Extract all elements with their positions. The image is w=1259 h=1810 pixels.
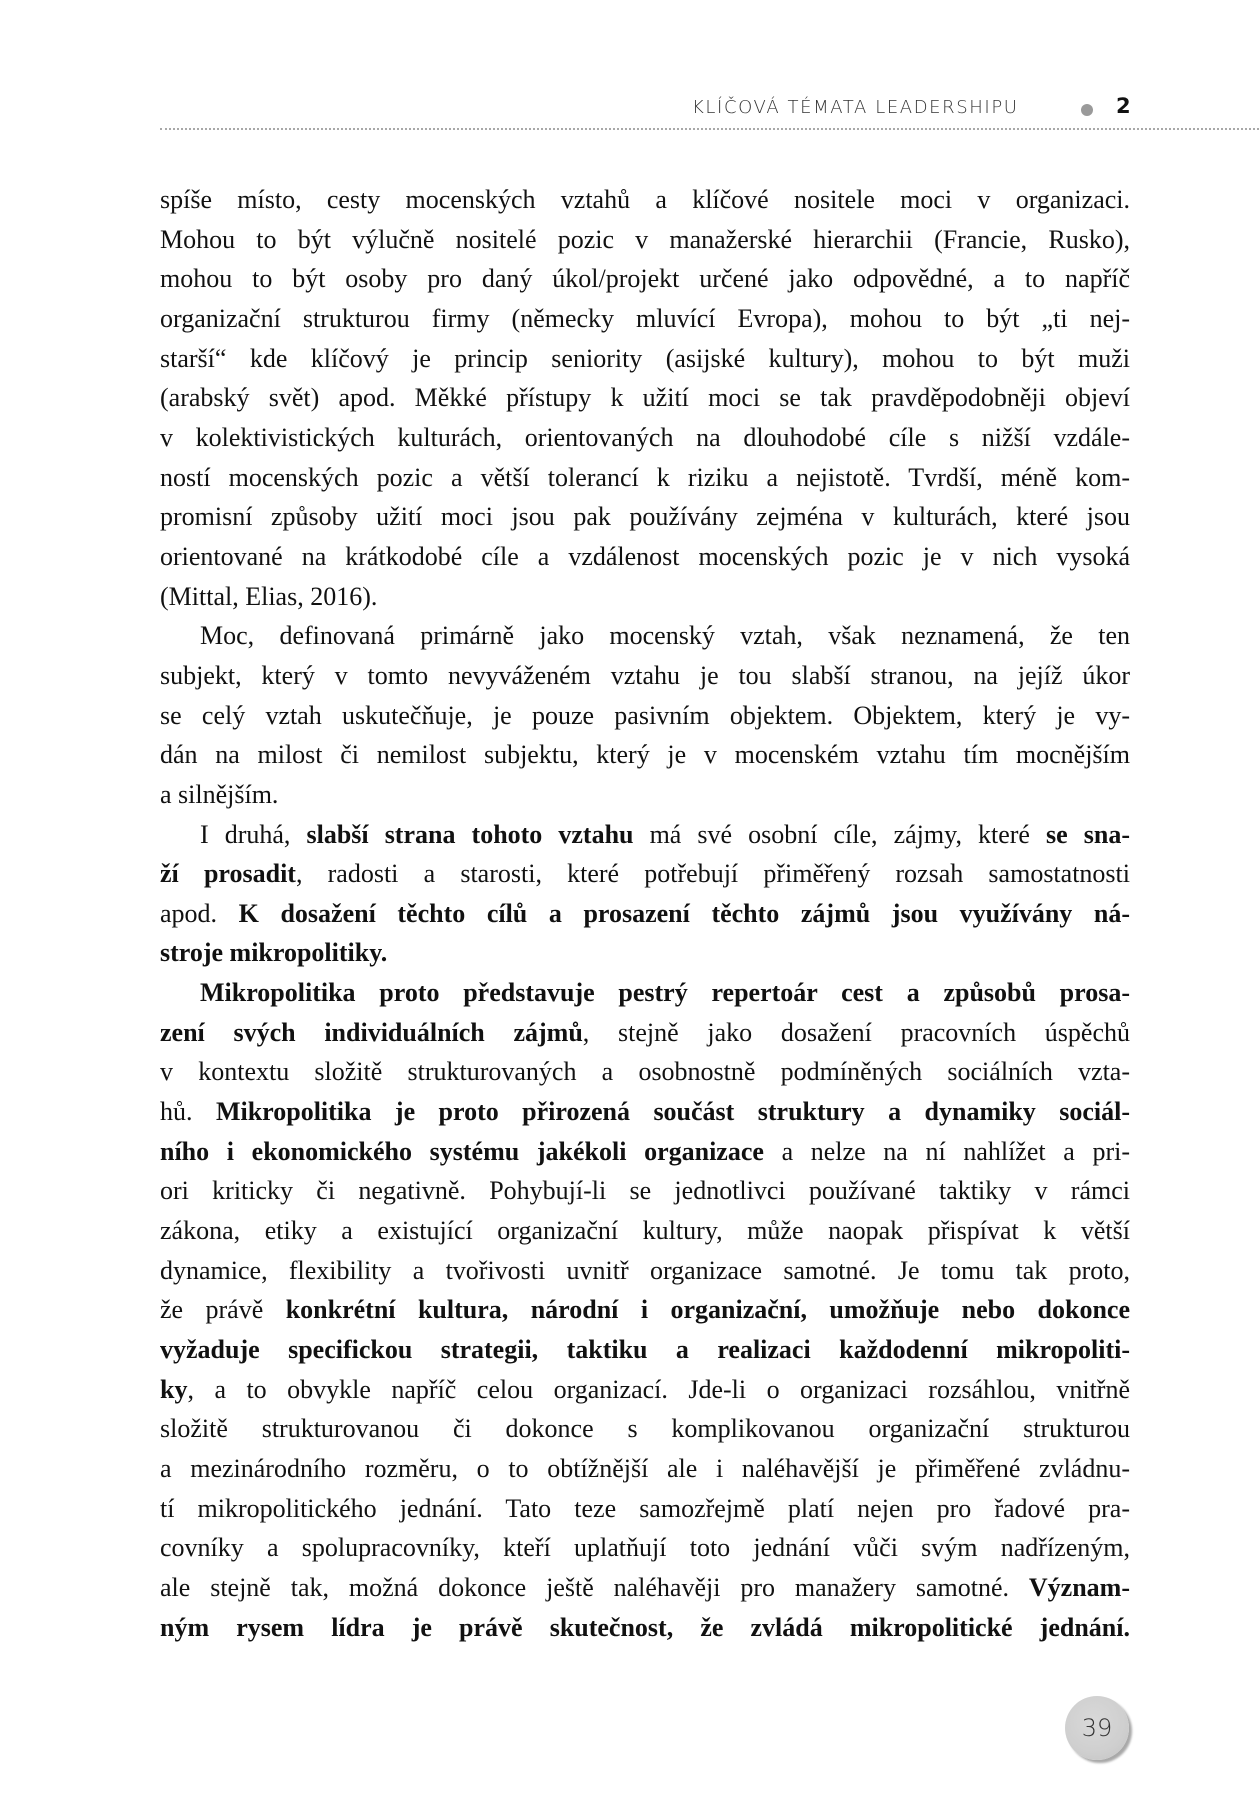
text-line [160, 933, 1130, 973]
text-line [160, 299, 1130, 339]
text-run: , a to obvykle napříč celou organizací. Jde-li o organizaci rozsáhlou, vnitřně [187, 1374, 1130, 1404]
text-line [160, 1370, 1130, 1410]
text-line [160, 1489, 1130, 1529]
text-line [160, 973, 1130, 1013]
text-run: že právě [160, 1295, 286, 1325]
text-run: promisní způsoby užití moci jsou pak používány zejména v kulturách, které jsou [160, 502, 1130, 532]
text-line [160, 894, 1130, 934]
bold-text: zení svých individuálních zájmů [160, 1017, 583, 1047]
text-line [160, 1171, 1130, 1211]
text-line [160, 735, 1130, 775]
bold-text: Mikropolitika proto představuje pestrý repertoár cest a způsobů prosa- [200, 978, 1130, 1008]
running-head-title: KLÍČOVÁ TÉMATA LEADERSHIPU [692, 97, 1019, 118]
bold-text: se sna- [1046, 819, 1130, 849]
text-run: starší“ kde klíčový je princip seniority (asijské kultury), mohou to být muži [160, 343, 1130, 373]
paragraph [160, 973, 1130, 1647]
text-line [160, 577, 1130, 617]
text-line [160, 259, 1130, 299]
text-line [160, 180, 1130, 220]
text-run: ori kriticky či negativně. Pohybují-li se jednotlivci používané taktiky v rámci [160, 1176, 1130, 1206]
text-line [160, 696, 1130, 736]
text-run: a mezinárodního rozměru, o to obtížnější ale i naléhavější je přiměřené zvládnu- [160, 1454, 1130, 1483]
text-run: a silnějším. [160, 779, 279, 809]
text-line [160, 1132, 1130, 1172]
text-line [160, 1528, 1130, 1568]
text-run: se celý vztah uskutečňuje, je pouze pasivním objektem. Objektem, který je vy- [160, 700, 1130, 730]
text-run: mohou to být osoby pro daný úkol/projekt určené jako odpovědné, a to napříč [160, 264, 1130, 294]
bullet-dot-icon [1081, 104, 1093, 116]
text-line [160, 854, 1130, 894]
paragraph [160, 616, 1130, 814]
text-line [160, 458, 1130, 498]
text-line [160, 1211, 1130, 1251]
text-line [160, 1568, 1130, 1608]
text-line [160, 1409, 1130, 1449]
text-run: ale stejně tak, možná dokonce ještě naléhavěji pro manažery samotné. [160, 1572, 1029, 1602]
text-line [160, 537, 1130, 577]
text-run: dynamice, flexibility a tvořivosti uvnitř organizace samotné. Je tomu tak proto, [160, 1255, 1130, 1285]
body-text [160, 180, 1130, 1647]
text-line [160, 1092, 1130, 1132]
text-run: Mohou to být výlučně nositelé pozic v manažerské hierarchii (Francie, Rusko), [160, 224, 1130, 254]
text-run: orientované na krátkodobé cíle a vzdálenost mocenských pozic je v nich vysoká [160, 541, 1130, 571]
text-run: složitě strukturovanou či dokonce s komplikovanou organizační strukturou [160, 1414, 1130, 1444]
bold-text: ního i ekonomického systému jakékoli organizace [160, 1136, 764, 1166]
text-run: dán na milost či nemilost subjektu, který je v mocenském vztahu tím mocnějším [160, 740, 1130, 770]
text-line [160, 1052, 1130, 1092]
text-run: tí mikropolitického jednání. Tato teze samozřejmě platí nejen pro řadové pra- [160, 1493, 1130, 1523]
bold-text: Mikropolitika je proto přirozená součást struktury a dynamiky sociál- [215, 1097, 1131, 1127]
text-line [160, 775, 1130, 815]
text-line [160, 497, 1130, 537]
text-run: (Mittal, Elias, 2016). [160, 581, 378, 611]
text-run: ností mocenských pozic a větší tolerancí k riziku a nejistotě. Tvrdší, méně kom- [160, 462, 1130, 492]
text-run: , stejně jako dosažení pracovních úspěchů [582, 1017, 1130, 1047]
text-run: hů. [160, 1097, 216, 1127]
bold-text: Význam- [1028, 1572, 1130, 1602]
text-run: zákona, etiky a existující organizační kultury, může naopak přispívat k větší [160, 1216, 1130, 1246]
text-line [160, 616, 1130, 656]
dotted-header-rule [160, 128, 1259, 130]
text-run: a nelze na ní nahlížet a pri- [763, 1136, 1130, 1166]
running-head [0, 94, 1259, 124]
text-run: organizační strukturou firmy (německy mluvící Evropa), mohou to být „ti nej- [160, 303, 1130, 333]
text-line [160, 1290, 1130, 1330]
bold-text: ky [160, 1374, 188, 1404]
text-run: covníky a spolupracovníky, kteří uplatňují toto jednání vůči svým nadřízeným, [160, 1533, 1130, 1563]
text-run: subjekt, který v tomto nevyváženém vztahu je tou slabší stranou, na jejíž úkor [160, 660, 1130, 690]
text-line [160, 339, 1130, 379]
text-run: (arabský svět) apod. Měkké přístupy k užití moci se tak pravděpodobněji objeví [160, 383, 1130, 413]
text-line [160, 1330, 1130, 1370]
bold-text: konkrétní kultura, národní i organizační, umožňuje nebo dokonce [285, 1295, 1131, 1325]
bold-text: K dosažení těchto cílů a prosazení těchto zájmů jsou využívány ná- [238, 898, 1130, 928]
text-run: I druhá, [200, 819, 307, 849]
text-line [160, 418, 1130, 458]
text-line [160, 815, 1130, 855]
text-line [160, 220, 1130, 260]
bold-text: ží prosadit [160, 859, 296, 889]
text-line [160, 378, 1130, 418]
text-run: má své osobní cíle, zájmy, které [633, 819, 1047, 849]
text-run: v kontextu složitě strukturovaných a osobnostně podmíněných sociálních vzta- [160, 1057, 1130, 1087]
text-run: v kolektivistických kulturách, orientovaných na dlouhodobé cíle s nižší vzdále- [160, 422, 1130, 452]
paragraph [160, 180, 1130, 616]
text-line [160, 656, 1130, 696]
text-run: apod. [160, 898, 239, 928]
text-run: spíše místo, cesty mocenských vztahů a klíčové nositele moci v organizaci. [160, 185, 1130, 214]
bold-text: vyžaduje specifickou strategii, taktiku a realizaci každodenní mikropoliti- [160, 1335, 1130, 1365]
text-line [160, 1251, 1130, 1291]
bold-text: ným rysem lídra je právě skutečnost, že zvládá mikropolitické jednání. [160, 1612, 1130, 1642]
page-number-badge [1065, 1696, 1129, 1760]
text-run: , radosti a starosti, které potřebují přiměřený rozsah samostatnosti [295, 859, 1130, 889]
text-line [160, 1608, 1130, 1648]
paragraph [160, 815, 1130, 974]
bold-text: slabší strana tohoto vztahu [306, 819, 634, 849]
text-run: Moc, definovaná primárně jako mocenský vztah, však neznamená, že ten [200, 621, 1130, 651]
text-line [160, 1449, 1130, 1489]
bold-text: stroje mikropolitiky. [160, 938, 388, 968]
page-number: 39 [1081, 1714, 1113, 1742]
text-line [160, 1013, 1130, 1053]
chapter-number: 2 [1116, 94, 1131, 118]
